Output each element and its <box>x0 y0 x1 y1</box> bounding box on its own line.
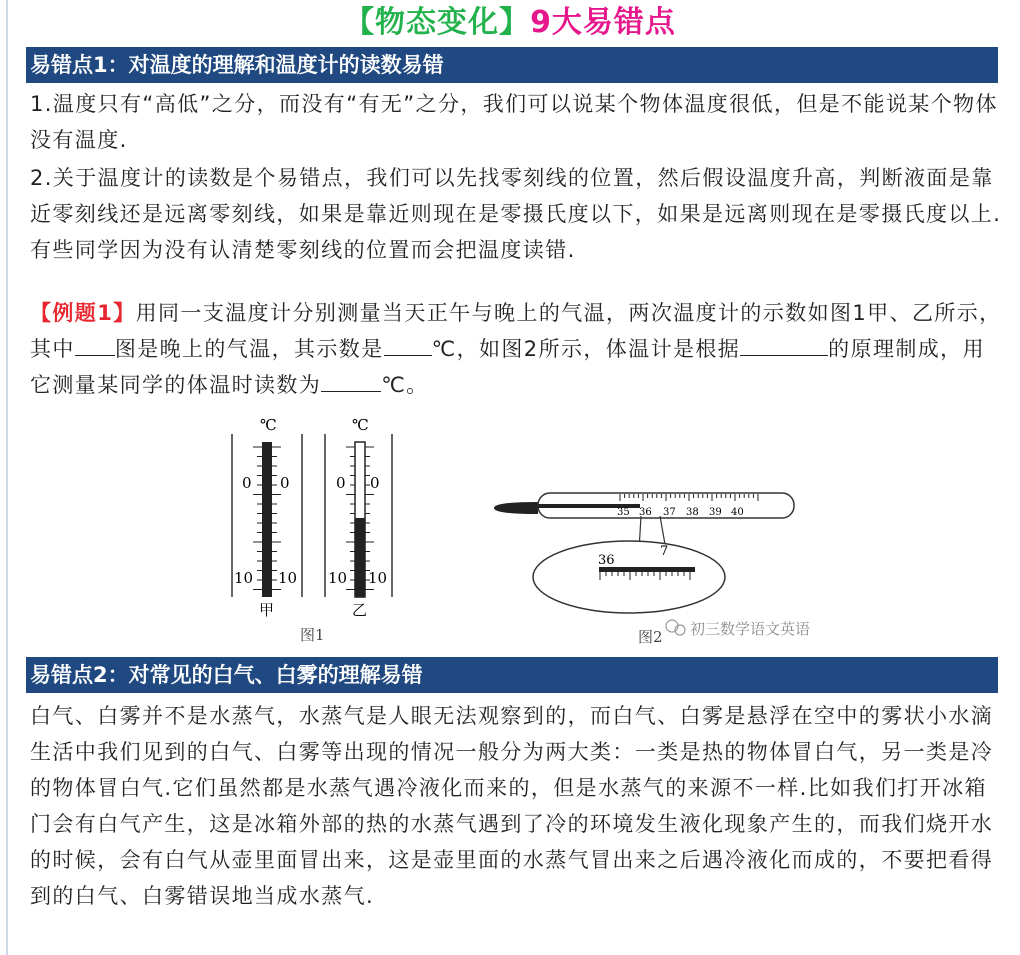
mercury-column-jia <box>262 442 272 597</box>
answer-blank-2[interactable] <box>384 331 432 356</box>
scale-label-40: 40 <box>731 507 744 518</box>
margin-rule <box>6 0 8 955</box>
zoom-label-36: 36 <box>598 553 615 568</box>
ten-label-right: 10 <box>278 569 298 587</box>
scale-label-37: 37 <box>663 507 676 518</box>
section2-header: 易错点2：对常见的白气、白雾的理解易错 <box>26 657 998 693</box>
label-yi: 乙 <box>352 601 368 619</box>
answer-blank-3[interactable] <box>740 331 828 356</box>
section1-paragraph2: 2.关于温度计的读数是个易错点，我们可以先找零刻线的位置，然后假设温度升高，判断液面是靠近零刻线还是远离零刻线，如果是靠近则现在是零摄氏度以下，如果是远离则现在是零摄氏度以上.有些同学因为没有认清楚零刻线的位置而会把温度读错. <box>30 166 1002 262</box>
clinical-thermometer <box>494 493 794 613</box>
ten-label-left: 10 <box>328 569 348 587</box>
example1-text-part2: 图是晚上的气温，其示数是 <box>114 337 384 361</box>
magnified-view <box>533 541 725 613</box>
watermark: 初三数学语文英语 <box>690 620 811 638</box>
scale-label-38: 38 <box>686 507 699 518</box>
answer-blank-4[interactable] <box>321 367 381 392</box>
unit-label: ℃ <box>352 416 369 434</box>
zero-label-right: 0 <box>370 474 380 492</box>
zero-label-right: 0 <box>280 474 290 492</box>
title-rest: 9大易错点 <box>530 5 676 40</box>
label-jia: 甲 <box>259 601 275 619</box>
scale-label-39: 39 <box>709 507 722 518</box>
zoom-label-7: 7 <box>660 544 669 559</box>
answer-blank-1[interactable] <box>75 331 115 356</box>
example1-text-part1: 用同一支温度计分别测量当天正午与晚上的气温，两次温度计的示数如图1甲、乙所示，其中 <box>30 301 1002 361</box>
thermometer-jia <box>232 416 302 619</box>
mercury-column-yi <box>355 518 365 597</box>
example1-text-part3: ℃，如图2所示，体温计是根据 <box>431 337 741 361</box>
figure1-caption: 图1 <box>300 626 325 644</box>
scale-label-35: 35 <box>617 507 630 518</box>
thermometer-yi <box>325 416 392 619</box>
ten-label-left: 10 <box>234 569 254 587</box>
wechat-icon <box>666 620 685 635</box>
example1-text-part4: 的原理制成，用它测量某同学的体温时读数为 <box>30 337 985 397</box>
section1-paragraph1: 1.温度只有“高低”之分，而没有“有无”之分，我们可以说某个物体温度很低，但是不能说某个物体没有温度. <box>30 92 998 152</box>
section1-header: 易错点1：对温度的理解和温度计的读数易错 <box>26 47 998 83</box>
unit-label: ℃ <box>260 416 277 434</box>
thermometer-figure <box>220 412 840 652</box>
scale-label-36: 36 <box>639 507 652 518</box>
example1-tag: 【例题1】 <box>30 301 136 325</box>
example1-text <box>30 295 1005 403</box>
figure2-caption: 图2 <box>638 628 663 646</box>
ten-label-right: 10 <box>368 569 388 587</box>
zero-label-left: 0 <box>242 474 252 492</box>
page-title <box>0 4 1020 42</box>
example1-text-part5: ℃。 <box>381 373 429 397</box>
section2-paragraph: 白气、白雾并不是水蒸气，水蒸气是人眼无法观察到的，而白气、白雾是悬浮在空中的雾状小水滴生活中我们见到的白气、白雾等出现的情况一般分为两大类：一类是热的物体冒白气，另一类是冷的物体冒白气.它们虽然都是水蒸气遇冷液化而来的，但是水蒸气的来源不一样.比如我们打开冰箱门会有白气产生，这是冰箱外部的热的水蒸气遇到了冷的环境发生液化现象产生的，而我们烧开水的时候，会有白气从壶里面冒出来，这是壶里面的水蒸气冒出来之后遇冷液化而成的，不要把看得到的白气、白雾错误地当成水蒸气. <box>30 704 994 908</box>
zero-label-left: 0 <box>336 474 346 492</box>
title-bracketed: 【物态变化】 <box>344 5 531 40</box>
